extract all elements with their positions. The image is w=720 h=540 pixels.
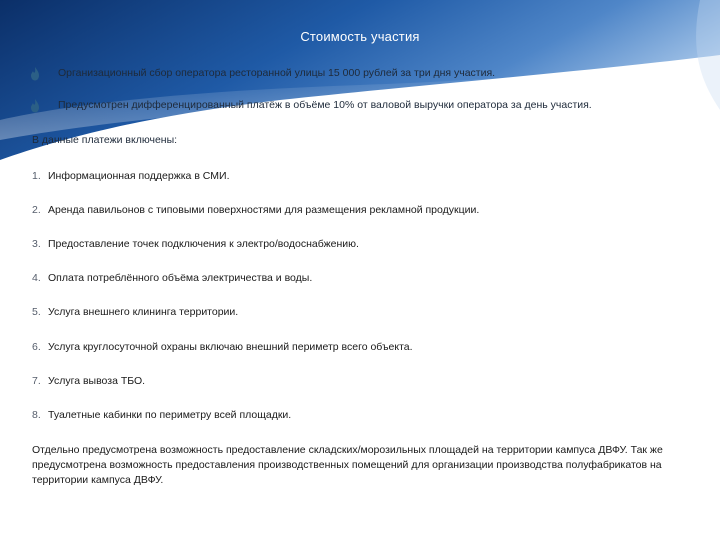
list-number: 1. xyxy=(32,170,41,182)
flame-bullet-icon xyxy=(30,67,40,81)
list-text: Предоставление точек подключения к электро/водоснабжению. xyxy=(48,238,359,250)
list-item xyxy=(32,203,479,217)
list-item xyxy=(32,340,413,354)
flame-bullet-icon xyxy=(30,99,40,113)
list-item xyxy=(32,237,359,251)
list-number: 6. xyxy=(32,341,41,353)
list-text: Услуга круглосуточной охраны включаю внешний периметр всего объекта. xyxy=(48,341,413,353)
list-item xyxy=(32,374,145,388)
list-number: 2. xyxy=(32,204,41,216)
list-text: Аренда павильонов с типовыми поверхностями для размещения рекламной продукции. xyxy=(48,204,480,216)
list-item xyxy=(32,408,291,422)
list-number: 3. xyxy=(32,238,41,250)
list-number: 7. xyxy=(32,375,41,387)
list-item xyxy=(32,305,238,319)
bullet-item xyxy=(30,98,690,113)
list-text: Услуга вывоза ТБО. xyxy=(48,375,146,387)
slide-title: Стоимость участия xyxy=(300,29,420,44)
bullet-item xyxy=(30,66,690,81)
bullet-text: Предусмотрен дифференцированный платёж в объёме 10% от валовой выручки оператора за день участия. xyxy=(58,99,592,111)
list-item xyxy=(32,271,312,285)
list-item xyxy=(32,169,229,183)
list-text: Информационная поддержка в СМИ. xyxy=(48,170,230,182)
list-number: 8. xyxy=(32,409,41,421)
list-number: 5. xyxy=(32,306,41,318)
list-text: Оплата потреблённого объёма электричества и воды. xyxy=(48,272,313,284)
list-text: Услуга внешнего клининга территории. xyxy=(48,306,239,318)
bullet-text: Организационный сбор оператора ресторанной улицы 15 000 рублей за три дня участия. xyxy=(58,67,496,79)
list-number: 4. xyxy=(32,272,41,284)
included-heading: В данные платежи включены: xyxy=(32,134,178,146)
footer-note: Отдельно предусмотрена возможность предоставление складских/морозильных площадей на территории кампуса ДВФУ. Так же предусмотрена возможность предоставления производственных помещений для организации производства полуфабрикатов на территории кампуса ДВФУ. xyxy=(32,444,663,486)
list-text: Туалетные кабинки по периметру всей площадки. xyxy=(48,409,292,421)
